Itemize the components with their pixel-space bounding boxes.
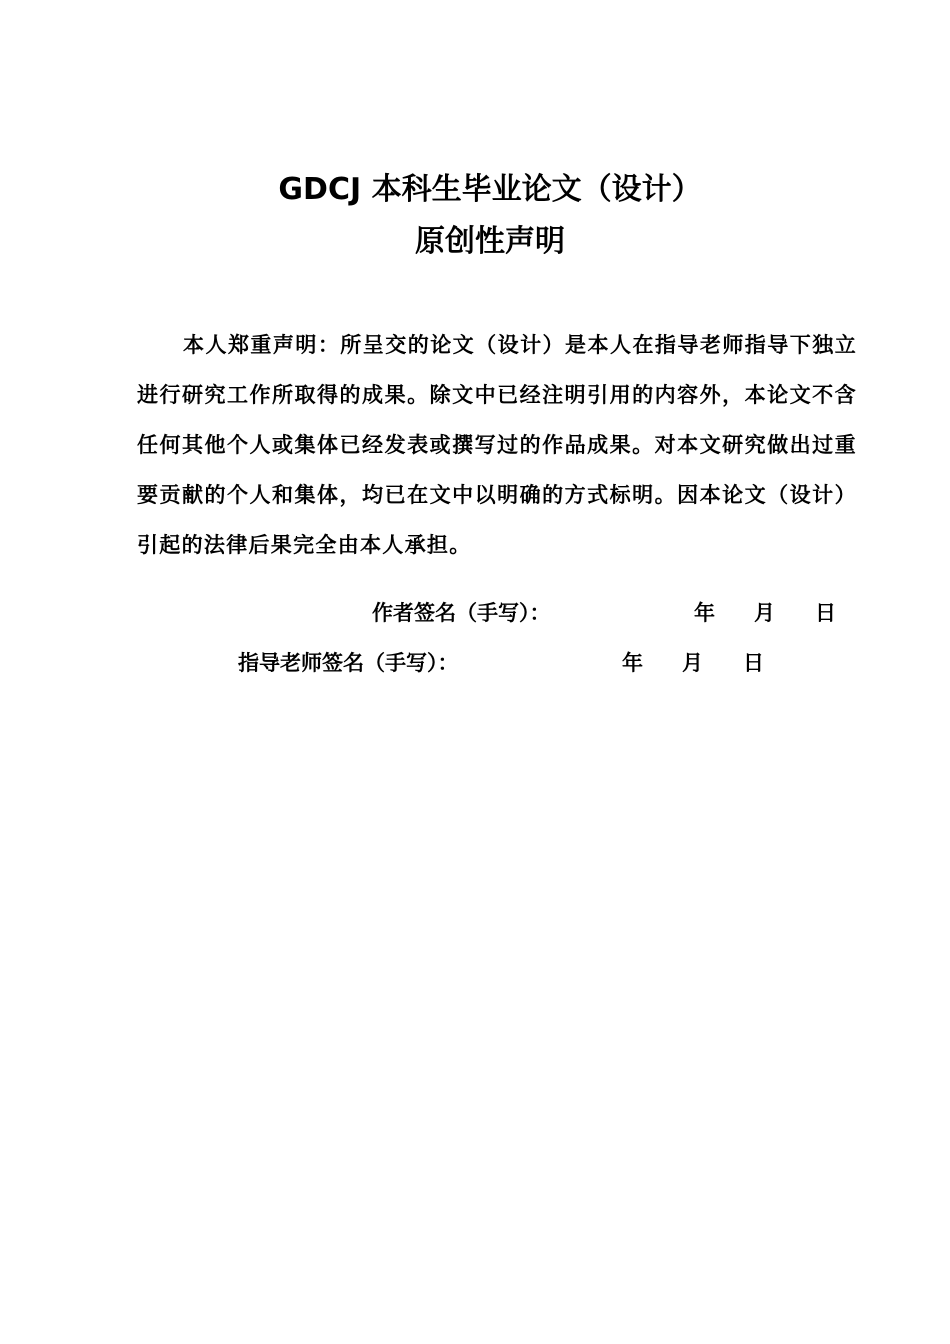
- author-date-year: 年: [694, 601, 715, 625]
- document-subtitle: 原创性声明: [415, 224, 565, 259]
- author-date-day: 日: [815, 601, 836, 625]
- advisor-signature-label: 指导老师签名（手写）：: [238, 651, 459, 675]
- document-title: GDCJ 本科生毕业论文（设计）: [278, 172, 702, 207]
- declaration-paragraph: 本人郑重声明：所呈交的论文（设计）是本人在指导老师指导下独立进行研究工作所取得的成果。除文中已经注明引用的内容外，本论文不含任何其他个人或集体已经发表或撰写过的作品成果。对本文研究做出过重要贡献的个人和集体，均已在文中以明确的方式标明。因本论文（设计）引起的法律后果完全由本人承担。: [137, 333, 857, 557]
- advisor-date-day: 日: [743, 651, 764, 675]
- author-signature-label: 作者签名（手写）：: [372, 601, 551, 625]
- advisor-date-month: 月: [682, 651, 703, 675]
- author-date-month: 月: [754, 601, 775, 625]
- advisor-date-year: 年: [622, 651, 643, 675]
